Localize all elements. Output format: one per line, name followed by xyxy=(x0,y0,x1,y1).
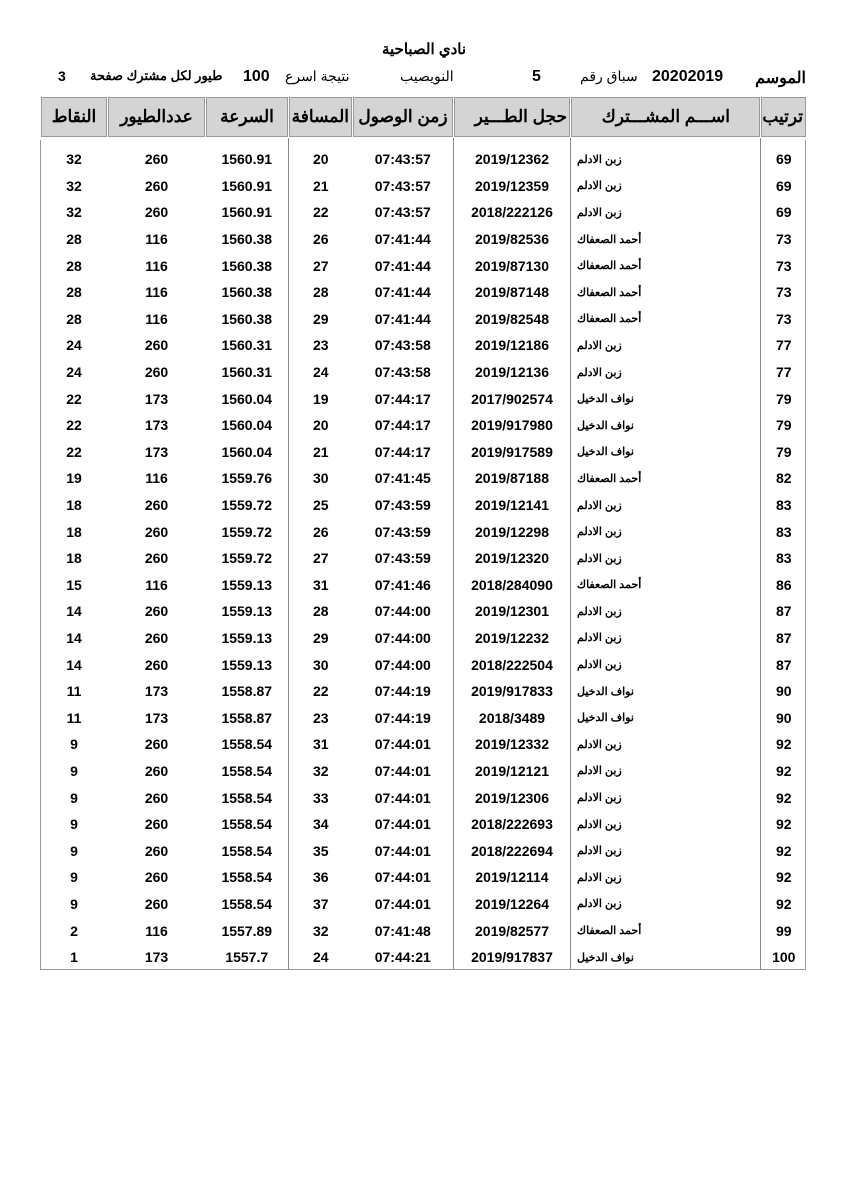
cell-rank: 69 xyxy=(761,199,807,226)
cell-points: 9 xyxy=(70,895,78,912)
cell-points: 24 xyxy=(66,337,82,354)
cell-rank: 79 xyxy=(761,385,807,412)
cell-distance: 34 xyxy=(289,811,353,838)
cell-bird-count: 260 xyxy=(144,364,169,381)
cell-member-name: زبن الادلم xyxy=(571,518,761,545)
cell-member-name: زبن الادلم xyxy=(571,332,761,359)
cell-bird-count: 260 xyxy=(144,603,169,620)
cell-bird-count: 260 xyxy=(144,869,169,886)
cell-points: 28 xyxy=(66,231,82,248)
cell-rank: 73 xyxy=(761,252,807,279)
cell-member-name: نواف الدخيل xyxy=(571,704,761,731)
cell-points: 14 xyxy=(66,603,82,620)
cell-points: 9 xyxy=(70,789,78,806)
cell-distance: 29 xyxy=(289,625,353,652)
cell-rank: 69 xyxy=(761,138,807,173)
cell-arrival-time: 07:44:00 xyxy=(374,603,431,620)
fastest-value: 100 xyxy=(243,68,270,85)
cell-member-name: زبن الادلم xyxy=(571,173,761,200)
cell-bird-count: 116 xyxy=(145,576,168,593)
cell-speed: 1560.31 xyxy=(221,337,273,354)
cell-speed: 1558.54 xyxy=(221,895,273,912)
cell-speed: 1559.13 xyxy=(221,656,273,673)
cell-points: 14 xyxy=(66,629,82,646)
cell-distance: 26 xyxy=(289,226,353,253)
cell-speed: 1560.04 xyxy=(221,443,273,460)
cell-ring: 2019/917837 xyxy=(454,944,571,971)
col-ring: حجل الطـــير xyxy=(454,97,571,138)
table-row xyxy=(41,439,807,466)
cell-points: 2 xyxy=(70,922,78,939)
cell-bird-count: 260 xyxy=(144,762,169,779)
cell-points: 11 xyxy=(66,683,82,700)
cell-member-name: زبن الادلم xyxy=(571,492,761,519)
cell-rank: 86 xyxy=(761,572,807,599)
table-row xyxy=(41,837,807,864)
cell-arrival-time: 07:41:44 xyxy=(374,257,431,274)
cell-ring: 2019/12141 xyxy=(454,492,571,519)
cell-member-name: نواف الدخيل xyxy=(571,385,761,412)
cell-rank: 99 xyxy=(761,917,807,944)
cell-speed: 1560.38 xyxy=(221,257,273,274)
cell-rank: 87 xyxy=(761,598,807,625)
cell-member-name: زبن الادلم xyxy=(571,598,761,625)
cell-bird-count: 116 xyxy=(145,470,168,487)
cell-points: 9 xyxy=(70,762,78,779)
cell-points: 9 xyxy=(70,736,78,753)
table-row xyxy=(41,784,807,811)
cell-distance: 32 xyxy=(289,917,353,944)
col-speed: السرعة xyxy=(206,97,289,138)
table-row xyxy=(41,758,807,785)
table-row xyxy=(41,651,807,678)
cell-points: 32 xyxy=(66,177,82,194)
table-row xyxy=(41,226,807,253)
cell-member-name: نواف الدخيل xyxy=(571,439,761,466)
cell-speed: 1558.54 xyxy=(221,869,273,886)
cell-points: 24 xyxy=(66,364,82,381)
cell-speed: 1559.72 xyxy=(221,550,273,567)
cell-bird-count: 260 xyxy=(144,629,169,646)
col-rank: ترتيب xyxy=(761,97,807,138)
cell-speed: 1560.38 xyxy=(221,284,273,301)
cell-rank: 90 xyxy=(761,678,807,705)
cell-member-name: زبن الادلم xyxy=(571,891,761,918)
cell-bird-count: 173 xyxy=(144,709,169,726)
cell-distance: 27 xyxy=(289,252,353,279)
cell-member-name: زبن الادلم xyxy=(571,651,761,678)
cell-ring: 2017/902574 xyxy=(454,385,571,412)
cell-distance: 36 xyxy=(289,864,353,891)
cell-rank: 92 xyxy=(761,731,807,758)
col-points: النقاط xyxy=(41,97,108,138)
cell-points: 28 xyxy=(66,284,82,301)
cell-ring: 2019/12121 xyxy=(454,758,571,785)
cell-ring: 2019/12298 xyxy=(454,518,571,545)
cell-speed: 1560.31 xyxy=(221,364,273,381)
cell-arrival-time: 07:41:48 xyxy=(374,922,431,939)
table-row xyxy=(41,492,807,519)
cell-bird-count: 260 xyxy=(144,151,169,168)
cell-rank: 73 xyxy=(761,306,807,333)
cell-bird-count: 173 xyxy=(144,417,169,434)
cell-points: 22 xyxy=(66,443,82,460)
cell-distance: 23 xyxy=(289,704,353,731)
cell-rank: 83 xyxy=(761,492,807,519)
cell-ring: 2019/12186 xyxy=(454,332,571,359)
cell-member-name: نواف الدخيل xyxy=(571,944,761,971)
cell-speed: 1557.89 xyxy=(221,922,273,939)
cell-speed: 1558.54 xyxy=(221,789,273,806)
cell-bird-count: 260 xyxy=(144,177,169,194)
col-arrival-time: زمن الوصول xyxy=(353,97,454,138)
cell-points: 22 xyxy=(66,390,82,407)
cell-points: 9 xyxy=(70,816,78,833)
cell-arrival-time: 07:43:58 xyxy=(374,337,431,354)
cell-arrival-time: 07:44:21 xyxy=(374,949,431,966)
cell-member-name: زبن الادلم xyxy=(571,199,761,226)
table-row xyxy=(41,545,807,572)
club-name: نادي الصباحية xyxy=(381,41,467,58)
header-row xyxy=(41,97,807,138)
cell-arrival-time: 07:44:01 xyxy=(374,842,431,859)
table-row xyxy=(41,332,807,359)
cell-ring: 2019/12362 xyxy=(454,138,571,173)
cell-distance: 30 xyxy=(289,465,353,492)
cell-bird-count: 260 xyxy=(144,816,169,833)
cell-arrival-time: 07:43:59 xyxy=(374,497,431,514)
cell-distance: 19 xyxy=(289,385,353,412)
cell-arrival-time: 07:43:57 xyxy=(374,204,431,221)
cell-arrival-time: 07:43:57 xyxy=(374,151,431,168)
cell-ring: 2019/12320 xyxy=(454,545,571,572)
table-row xyxy=(41,385,807,412)
cell-ring: 2019/82536 xyxy=(454,226,571,253)
cell-ring: 2019/12232 xyxy=(454,625,571,652)
cell-distance: 21 xyxy=(289,439,353,466)
cell-rank: 92 xyxy=(761,758,807,785)
cell-ring: 2018/222694 xyxy=(454,837,571,864)
table-row xyxy=(41,572,807,599)
cell-rank: 77 xyxy=(761,332,807,359)
cell-arrival-time: 07:41:44 xyxy=(374,284,431,301)
col-bird-count: عددالطيور xyxy=(108,97,206,138)
per-member-label: طيور لكل مشترك صفحة xyxy=(90,68,223,83)
cell-ring: 2019/12301 xyxy=(454,598,571,625)
cell-speed: 1560.04 xyxy=(221,417,273,434)
cell-rank: 73 xyxy=(761,226,807,253)
race-name: النويصيب xyxy=(400,68,454,84)
cell-member-name: أحمد الصعفاك xyxy=(571,917,761,944)
cell-member-name: أحمد الصعفاك xyxy=(571,572,761,599)
cell-ring: 2019/12359 xyxy=(454,173,571,200)
cell-rank: 87 xyxy=(761,651,807,678)
cell-arrival-time: 07:41:46 xyxy=(374,576,431,593)
cell-arrival-time: 07:43:57 xyxy=(374,177,431,194)
cell-distance: 20 xyxy=(289,138,353,173)
cell-distance: 24 xyxy=(289,359,353,386)
cell-rank: 83 xyxy=(761,545,807,572)
table-row xyxy=(41,944,807,971)
cell-distance: 31 xyxy=(289,572,353,599)
cell-points: 1 xyxy=(70,949,78,966)
cell-bird-count: 260 xyxy=(144,204,169,221)
cell-arrival-time: 07:41:44 xyxy=(374,231,431,248)
cell-ring: 2018/222693 xyxy=(454,811,571,838)
cell-rank: 92 xyxy=(761,864,807,891)
cell-rank: 77 xyxy=(761,359,807,386)
cell-member-name: زبن الادلم xyxy=(571,837,761,864)
cell-distance: 28 xyxy=(289,598,353,625)
cell-distance: 20 xyxy=(289,412,353,439)
cell-arrival-time: 07:44:17 xyxy=(374,443,431,460)
cell-bird-count: 260 xyxy=(144,523,169,540)
cell-bird-count: 173 xyxy=(144,390,169,407)
cell-rank: 82 xyxy=(761,465,807,492)
cell-distance: 30 xyxy=(289,651,353,678)
cell-speed: 1558.54 xyxy=(221,736,273,753)
cell-points: 11 xyxy=(66,709,82,726)
cell-rank: 79 xyxy=(761,439,807,466)
cell-distance: 31 xyxy=(289,731,353,758)
cell-bird-count: 116 xyxy=(145,310,168,327)
fastest-label: نتيجة اسرع xyxy=(285,68,350,84)
col-member-name: اســـم المشـــترك xyxy=(571,97,761,138)
race-number: 5 xyxy=(532,68,541,85)
cell-member-name: زبن الادلم xyxy=(571,784,761,811)
cell-arrival-time: 07:44:19 xyxy=(374,683,431,700)
cell-bird-count: 260 xyxy=(144,895,169,912)
cell-speed: 1558.87 xyxy=(221,709,273,726)
cell-bird-count: 260 xyxy=(144,497,169,514)
cell-ring: 2019/12136 xyxy=(454,359,571,386)
cell-speed: 1559.13 xyxy=(221,629,273,646)
cell-points: 18 xyxy=(66,550,82,567)
cell-bird-count: 260 xyxy=(144,736,169,753)
table-row xyxy=(41,811,807,838)
cell-arrival-time: 07:44:00 xyxy=(374,629,431,646)
cell-speed: 1558.54 xyxy=(221,842,273,859)
cell-rank: 92 xyxy=(761,811,807,838)
cell-member-name: زبن الادلم xyxy=(571,731,761,758)
cell-speed: 1560.04 xyxy=(221,390,273,407)
cell-distance: 21 xyxy=(289,173,353,200)
cell-ring: 2019/87130 xyxy=(454,252,571,279)
cell-distance: 23 xyxy=(289,332,353,359)
cell-points: 9 xyxy=(70,869,78,886)
cell-points: 19 xyxy=(66,470,82,487)
cell-arrival-time: 07:41:44 xyxy=(374,310,431,327)
cell-bird-count: 173 xyxy=(144,949,169,966)
cell-speed: 1558.54 xyxy=(221,816,273,833)
cell-rank: 92 xyxy=(761,891,807,918)
table-row xyxy=(41,138,807,173)
cell-speed: 1557.7 xyxy=(225,949,269,966)
cell-distance: 26 xyxy=(289,518,353,545)
cell-rank: 87 xyxy=(761,625,807,652)
table-row xyxy=(41,412,807,439)
cell-speed: 1558.54 xyxy=(221,762,273,779)
table-row xyxy=(41,917,807,944)
cell-member-name: زبن الادلم xyxy=(571,545,761,572)
cell-distance: 24 xyxy=(289,944,353,971)
cell-speed: 1560.91 xyxy=(221,204,273,221)
cell-speed: 1559.13 xyxy=(221,603,273,620)
cell-bird-count: 260 xyxy=(144,842,169,859)
season-value: 20202019 xyxy=(652,68,724,85)
cell-distance: 33 xyxy=(289,784,353,811)
cell-speed: 1559.13 xyxy=(221,576,273,593)
cell-arrival-time: 07:44:01 xyxy=(374,789,431,806)
cell-arrival-time: 07:43:58 xyxy=(374,364,431,381)
col-distance: المسافة xyxy=(289,97,353,138)
table-row xyxy=(41,359,807,386)
table-row xyxy=(41,678,807,705)
cell-member-name: زبن الادلم xyxy=(571,811,761,838)
cell-rank: 69 xyxy=(761,173,807,200)
cell-rank: 90 xyxy=(761,704,807,731)
cell-member-name: زبن الادلم xyxy=(571,864,761,891)
results-table xyxy=(40,96,807,970)
table-row xyxy=(41,306,807,333)
cell-member-name: زبن الادلم xyxy=(571,625,761,652)
cell-points: 14 xyxy=(66,656,82,673)
cell-arrival-time: 07:44:17 xyxy=(374,390,431,407)
cell-bird-count: 116 xyxy=(145,922,168,939)
cell-member-name: زبن الادلم xyxy=(571,138,761,173)
cell-bird-count: 116 xyxy=(145,231,168,248)
table-row xyxy=(41,731,807,758)
cell-ring: 2019/87148 xyxy=(454,279,571,306)
cell-member-name: نواف الدخيل xyxy=(571,412,761,439)
cell-points: 28 xyxy=(66,310,82,327)
cell-ring: 2019/12264 xyxy=(454,891,571,918)
table-row xyxy=(41,518,807,545)
table-row xyxy=(41,252,807,279)
cell-speed: 1559.72 xyxy=(221,523,273,540)
cell-member-name: زبن الادلم xyxy=(571,758,761,785)
cell-distance: 22 xyxy=(289,199,353,226)
cell-ring: 2019/87188 xyxy=(454,465,571,492)
cell-ring: 2019/82548 xyxy=(454,306,571,333)
cell-arrival-time: 07:43:59 xyxy=(374,523,431,540)
cell-points: 18 xyxy=(66,497,82,514)
cell-member-name: أحمد الصعفاك xyxy=(571,252,761,279)
cell-rank: 92 xyxy=(761,837,807,864)
cell-ring: 2019/82577 xyxy=(454,917,571,944)
table-row xyxy=(41,598,807,625)
cell-bird-count: 116 xyxy=(145,284,168,301)
cell-ring: 2019/917589 xyxy=(454,439,571,466)
cell-rank: 100 xyxy=(761,944,807,971)
cell-ring: 2018/222126 xyxy=(454,199,571,226)
cell-arrival-time: 07:43:59 xyxy=(374,550,431,567)
cell-bird-count: 260 xyxy=(144,789,169,806)
cell-distance: 35 xyxy=(289,837,353,864)
table-row xyxy=(41,625,807,652)
cell-points: 32 xyxy=(66,204,82,221)
cell-distance: 22 xyxy=(289,678,353,705)
cell-member-name: أحمد الصعفاك xyxy=(571,279,761,306)
cell-arrival-time: 07:44:01 xyxy=(374,762,431,779)
cell-distance: 25 xyxy=(289,492,353,519)
cell-distance: 29 xyxy=(289,306,353,333)
cell-speed: 1559.76 xyxy=(221,470,273,487)
cell-rank: 92 xyxy=(761,784,807,811)
cell-distance: 28 xyxy=(289,279,353,306)
cell-speed: 1560.38 xyxy=(221,231,273,248)
cell-speed: 1560.91 xyxy=(221,151,273,168)
cell-bird-count: 173 xyxy=(144,683,169,700)
cell-arrival-time: 07:44:01 xyxy=(374,736,431,753)
page-number: 3 xyxy=(58,68,66,84)
cell-distance: 32 xyxy=(289,758,353,785)
cell-points: 32 xyxy=(66,151,82,168)
cell-member-name: أحمد الصعفاك xyxy=(571,465,761,492)
cell-arrival-time: 07:44:17 xyxy=(374,417,431,434)
table-row xyxy=(41,173,807,200)
cell-member-name: زبن الادلم xyxy=(571,359,761,386)
cell-member-name: أحمد الصعفاك xyxy=(571,306,761,333)
cell-points: 9 xyxy=(70,842,78,859)
cell-ring: 2018/3489 xyxy=(454,704,571,731)
cell-ring: 2018/284090 xyxy=(454,572,571,599)
table-row xyxy=(41,465,807,492)
cell-speed: 1560.38 xyxy=(221,310,273,327)
race-label: سباق رقم xyxy=(580,68,638,84)
cell-ring: 2019/12332 xyxy=(454,731,571,758)
cell-distance: 27 xyxy=(289,545,353,572)
cell-arrival-time: 07:44:01 xyxy=(374,869,431,886)
cell-ring: 2019/12114 xyxy=(454,864,571,891)
cell-points: 18 xyxy=(66,523,82,540)
cell-ring: 2019/917980 xyxy=(454,412,571,439)
cell-rank: 83 xyxy=(761,518,807,545)
table-row xyxy=(41,199,807,226)
cell-rank: 73 xyxy=(761,279,807,306)
cell-bird-count: 173 xyxy=(144,443,169,460)
cell-ring: 2019/12306 xyxy=(454,784,571,811)
cell-points: 22 xyxy=(66,417,82,434)
season-label: الموسم xyxy=(755,70,806,87)
cell-bird-count: 260 xyxy=(144,550,169,567)
cell-speed: 1558.87 xyxy=(221,683,273,700)
cell-arrival-time: 07:44:01 xyxy=(374,816,431,833)
cell-bird-count: 260 xyxy=(144,656,169,673)
cell-bird-count: 116 xyxy=(145,257,168,274)
cell-distance: 37 xyxy=(289,891,353,918)
cell-arrival-time: 07:44:01 xyxy=(374,895,431,912)
cell-ring: 2019/917833 xyxy=(454,678,571,705)
cell-speed: 1559.72 xyxy=(221,497,273,514)
cell-member-name: أحمد الصعفاك xyxy=(571,226,761,253)
cell-bird-count: 260 xyxy=(144,337,169,354)
table-row xyxy=(41,704,807,731)
cell-rank: 79 xyxy=(761,412,807,439)
cell-member-name: نواف الدخيل xyxy=(571,678,761,705)
cell-arrival-time: 07:41:45 xyxy=(374,470,431,487)
table-row xyxy=(41,279,807,306)
cell-speed: 1560.91 xyxy=(221,177,273,194)
cell-ring: 2018/222504 xyxy=(454,651,571,678)
table-row xyxy=(41,864,807,891)
cell-arrival-time: 07:44:00 xyxy=(374,656,431,673)
cell-arrival-time: 07:44:19 xyxy=(374,709,431,726)
table-row xyxy=(41,891,807,918)
cell-points: 15 xyxy=(66,576,82,593)
cell-points: 28 xyxy=(66,257,82,274)
